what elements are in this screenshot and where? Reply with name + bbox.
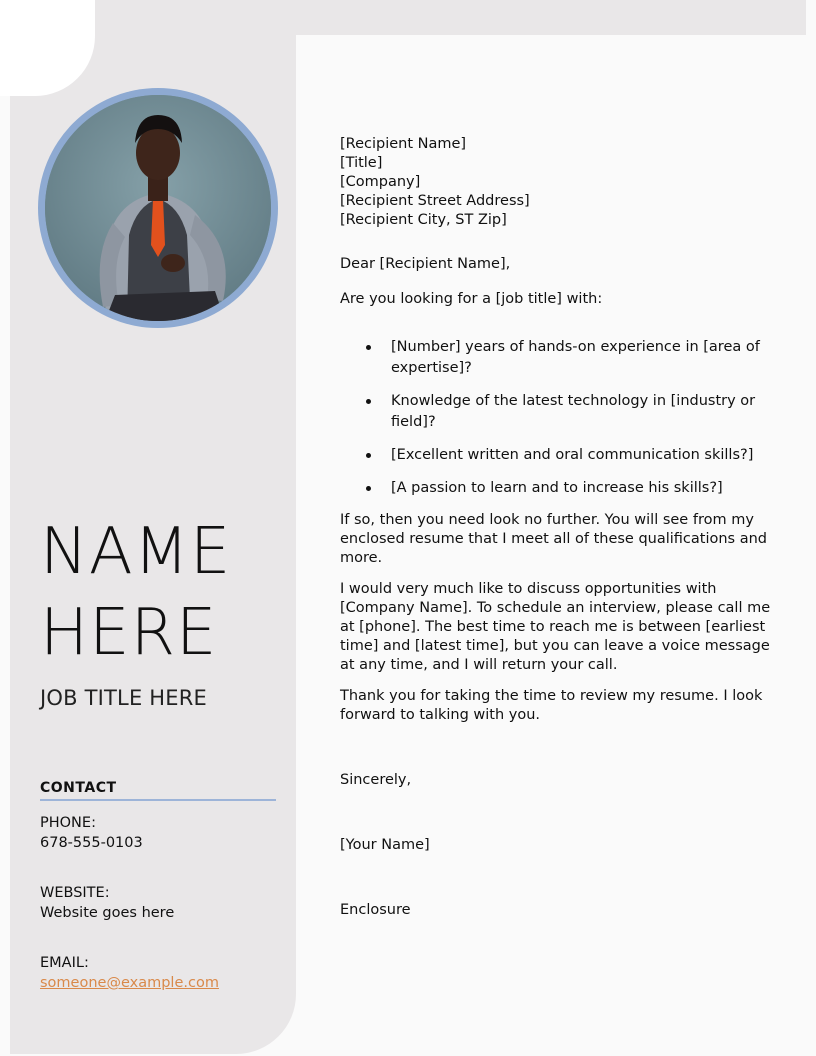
profile-photo	[45, 95, 271, 321]
closing: Sincerely,	[340, 772, 412, 788]
recipient-title: [Title]	[340, 155, 383, 171]
recipient-city: [Recipient City, ST Zip]	[340, 212, 507, 228]
contact-heading: CONTACT	[40, 780, 276, 801]
phone-item	[40, 813, 276, 853]
phone-label: PHONE:	[40, 815, 96, 831]
list-item	[362, 391, 786, 433]
body-paragraph-1: If so, then you need look no further. You will see from my enclosed resume that I meet all of these qualifications and more.	[340, 512, 767, 566]
bullet-icon	[366, 453, 371, 458]
recipient-name: [Recipient Name]	[340, 136, 467, 152]
body-paragraph-2: I would very much like to discuss opportunities with [Company Name]. To schedule an interview, please call me at [phone]. The best time to reach me is between [earliest time] and [latest time], but you can leave a voice message at any time, and I will return your call.	[340, 581, 771, 673]
email-item	[40, 953, 276, 993]
recipient-address	[340, 135, 786, 230]
intro-paragraph: Are you looking for a [job title] with:	[340, 291, 603, 307]
list-item	[362, 445, 786, 466]
qualifications-list	[362, 337, 786, 499]
name-block	[40, 512, 290, 710]
enclosure: Enclosure	[340, 902, 411, 918]
email-label: EMAIL:	[40, 955, 89, 971]
bullet-icon	[366, 345, 371, 350]
body-paragraph-3: Thank you for taking the time to review my resume. I look forward to talking with you.	[340, 688, 763, 723]
bullet-icon	[366, 399, 371, 404]
email-link[interactable]: someone@example.com	[40, 975, 219, 991]
recipient-street: [Recipient Street Address]	[340, 193, 530, 209]
recipient-company: [Company]	[340, 174, 421, 190]
list-item	[362, 337, 786, 379]
list-item-text: Knowledge of the latest technology in [industry or field]?	[391, 393, 756, 430]
list-item-text: [Excellent written and oral communication skills?]	[391, 447, 754, 463]
list-item-text: [Number] years of hands-on experience in [area of expertise]?	[391, 339, 760, 376]
website-value: Website goes here	[40, 905, 175, 921]
signature: [Your Name]	[340, 837, 430, 853]
list-item-text: [A passion to learn and to increase his skills?]	[391, 480, 723, 496]
name-line-1: NAME	[40, 515, 232, 589]
salutation: Dear [Recipient Name],	[340, 256, 511, 272]
name-line-2: HERE	[40, 596, 218, 670]
contact-section	[40, 780, 276, 993]
list-item	[362, 478, 786, 499]
bullet-icon	[366, 486, 371, 491]
person-illustration	[45, 95, 271, 321]
phone-value: 678-555-0103	[40, 835, 143, 851]
profile-photo-ring	[38, 88, 278, 328]
job-title: JOB TITLE HERE	[40, 686, 208, 710]
website-item	[40, 883, 276, 923]
website-label: WEBSITE:	[40, 885, 110, 901]
cover-letter	[340, 135, 786, 920]
